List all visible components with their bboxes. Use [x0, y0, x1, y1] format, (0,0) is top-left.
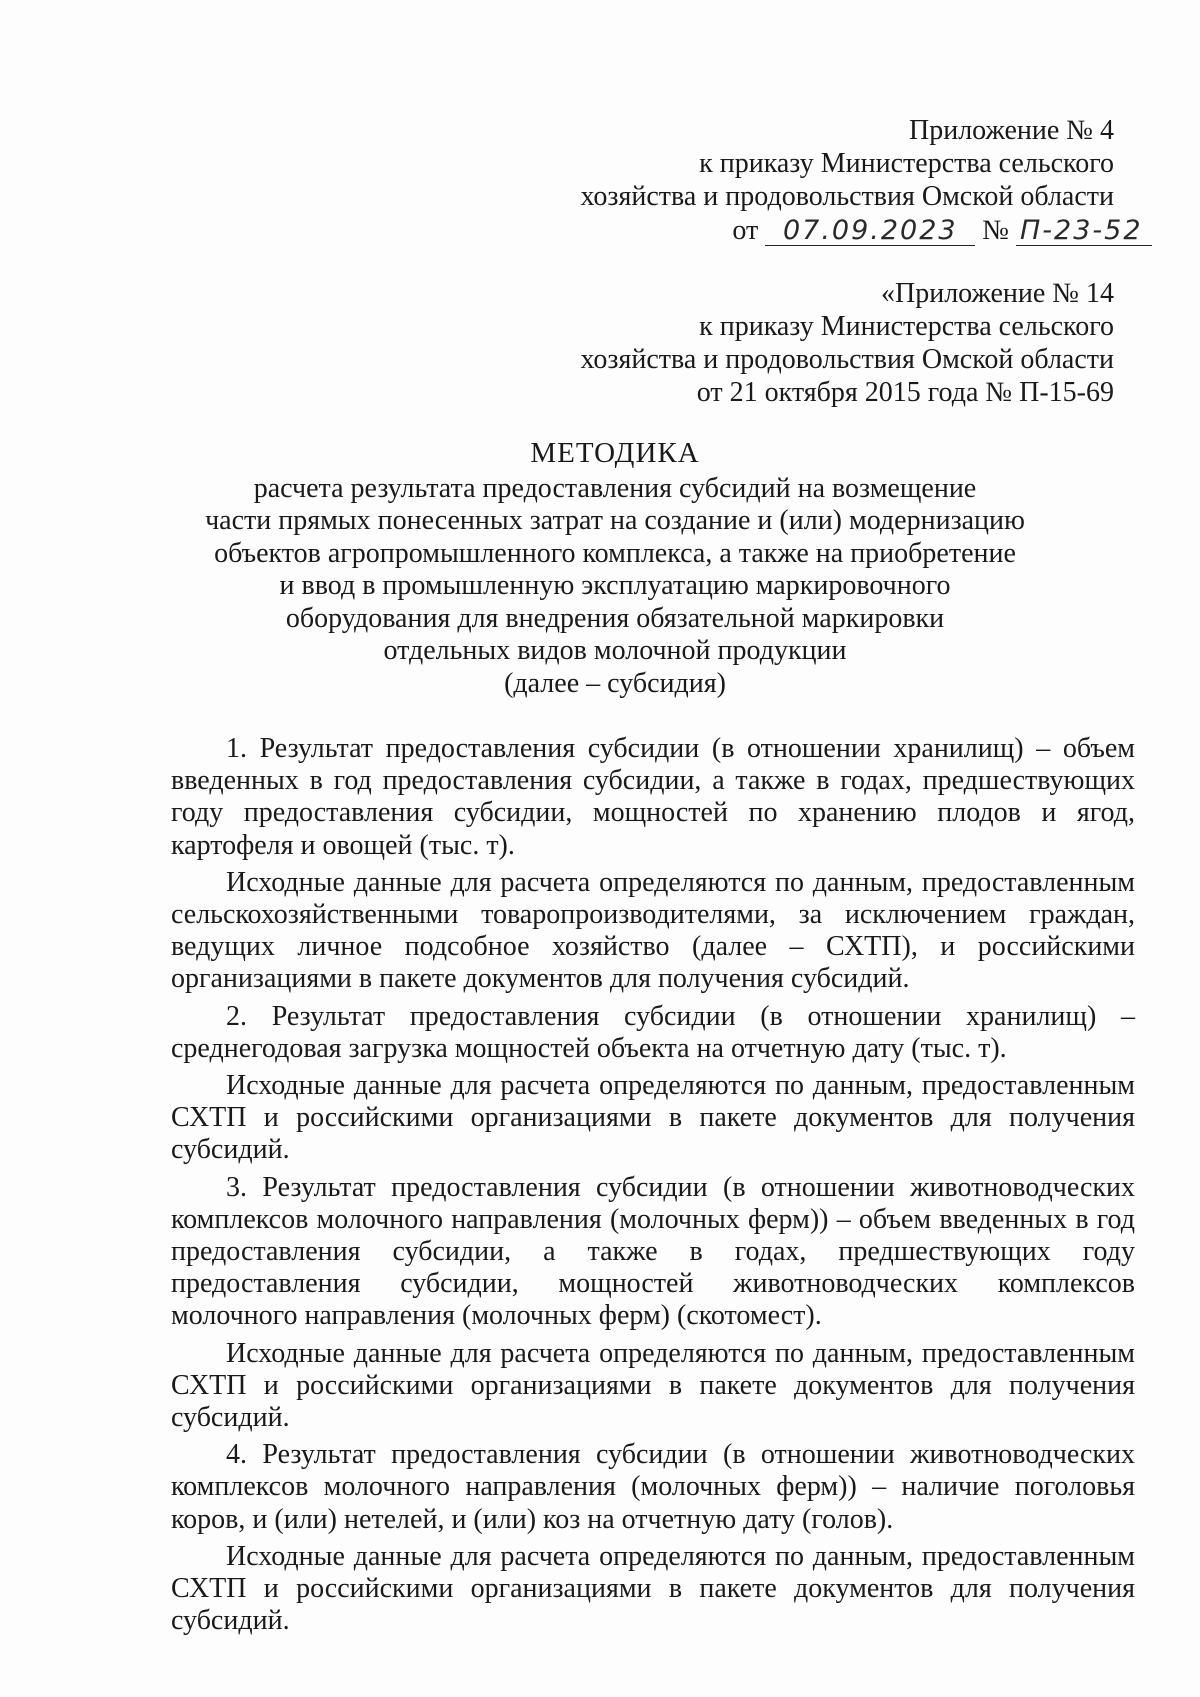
document-subtitle-line: расчета результата предоставления субсидий на возмещение	[253, 472, 977, 504]
original-appendix-header	[581, 277, 1115, 409]
document-subtitle-line: объектов агропромышленного комплекса, а также на приобретение	[214, 537, 1016, 569]
body-paragraph: Исходные данные для расчета определяются по данным, предоставленным СХТП и российскими организациями в пакете документов для получения субсидий.	[171, 1070, 1135, 1166]
handwritten-date: 07.09.2023	[765, 217, 975, 246]
document-title: МЕТОДИКА	[530, 437, 700, 469]
body-paragraph: 2. Результат предоставления субсидии (в отношении хранилищ) – среднегодовая загрузка мощностей объекта на отчетную дату (тыс. т).	[171, 1000, 1135, 1064]
body-paragraph: Исходные данные для расчета определяются по данным, предоставленным сельскохозяйственными товаропроизводителями, за исключением граждан, ведущих личное подсобное хозяйство (далее – СХТП), и российскими организациями в пакете документов для получения субсидий.	[171, 866, 1135, 995]
document-subtitle-line: (далее – субсидия)	[504, 667, 726, 699]
body-paragraph: 1. Результат предоставления субсидии (в отношении хранилищ) – объем введенных в год предоставления субсидии, а также в годах, предшествующих году предоставления субсидии, мощностей по хранению плодов и ягод, картофеля и овощей (тыс. т).	[171, 733, 1135, 861]
document-subtitle-line: и ввод в промышленную эксплуатацию маркировочного	[279, 570, 951, 601]
original-appendix-line: к приказу Министерства сельского	[699, 311, 1114, 342]
appendix-header-line: Приложение № 4	[909, 115, 1114, 146]
document-subtitle-line: оборудования для внедрения обязательной маркировки	[285, 602, 945, 634]
date-prefix: от	[732, 215, 759, 246]
document-subtitle-line: части прямых понесенных затрат на создание и (или) модернизацию	[205, 505, 1025, 536]
appendix-header-line: к приказу Министерства сельского	[699, 148, 1114, 179]
document-subtitle-line: отдельных видов молочной продукции	[383, 635, 847, 666]
body-paragraph: Исходные данные для расчета определяются по данным, предоставленным СХТП и российскими организациями в пакете документов для получения субсидий.	[171, 1337, 1135, 1434]
document-body	[171, 733, 1135, 1637]
original-appendix-line: «Приложение № 14	[881, 278, 1114, 309]
body-paragraph: 3. Результат предоставления субсидии (в отношении животноводческих комплексов молочного направления (молочных ферм)) – объем введенных в год предоставления субсидии, а также в годах, предшествующих году предоставления субсидии, мощностей животноводческих комплексов молочного направления (молочных ферм) (скотомест).	[171, 1171, 1135, 1332]
body-paragraph: 4. Результат предоставления субсидии (в отношении животноводческих комплексов молочного направления (молочных ферм)) – наличие поголовья коров, и (или) нетелей, и (или) коз на отчетную дату (голов).	[171, 1439, 1135, 1535]
appendix-header-line: хозяйства и продовольствия Омской области	[580, 181, 1114, 212]
order-date-line	[732, 214, 1152, 247]
original-appendix-line: от 21 октября 2015 года № П-15-69	[696, 377, 1114, 408]
number-sign: №	[982, 215, 1009, 246]
original-appendix-line: хозяйства и продовольствия Омской области	[580, 344, 1114, 375]
appendix-header	[581, 114, 1115, 213]
handwritten-order-number: П-23-52	[1016, 217, 1152, 246]
methodology-title-block	[190, 437, 1040, 700]
body-paragraph: Исходные данные для расчета определяются по данным, предоставленным СХТП и российскими организациями в пакете документов для получения субсидий.	[171, 1540, 1135, 1637]
